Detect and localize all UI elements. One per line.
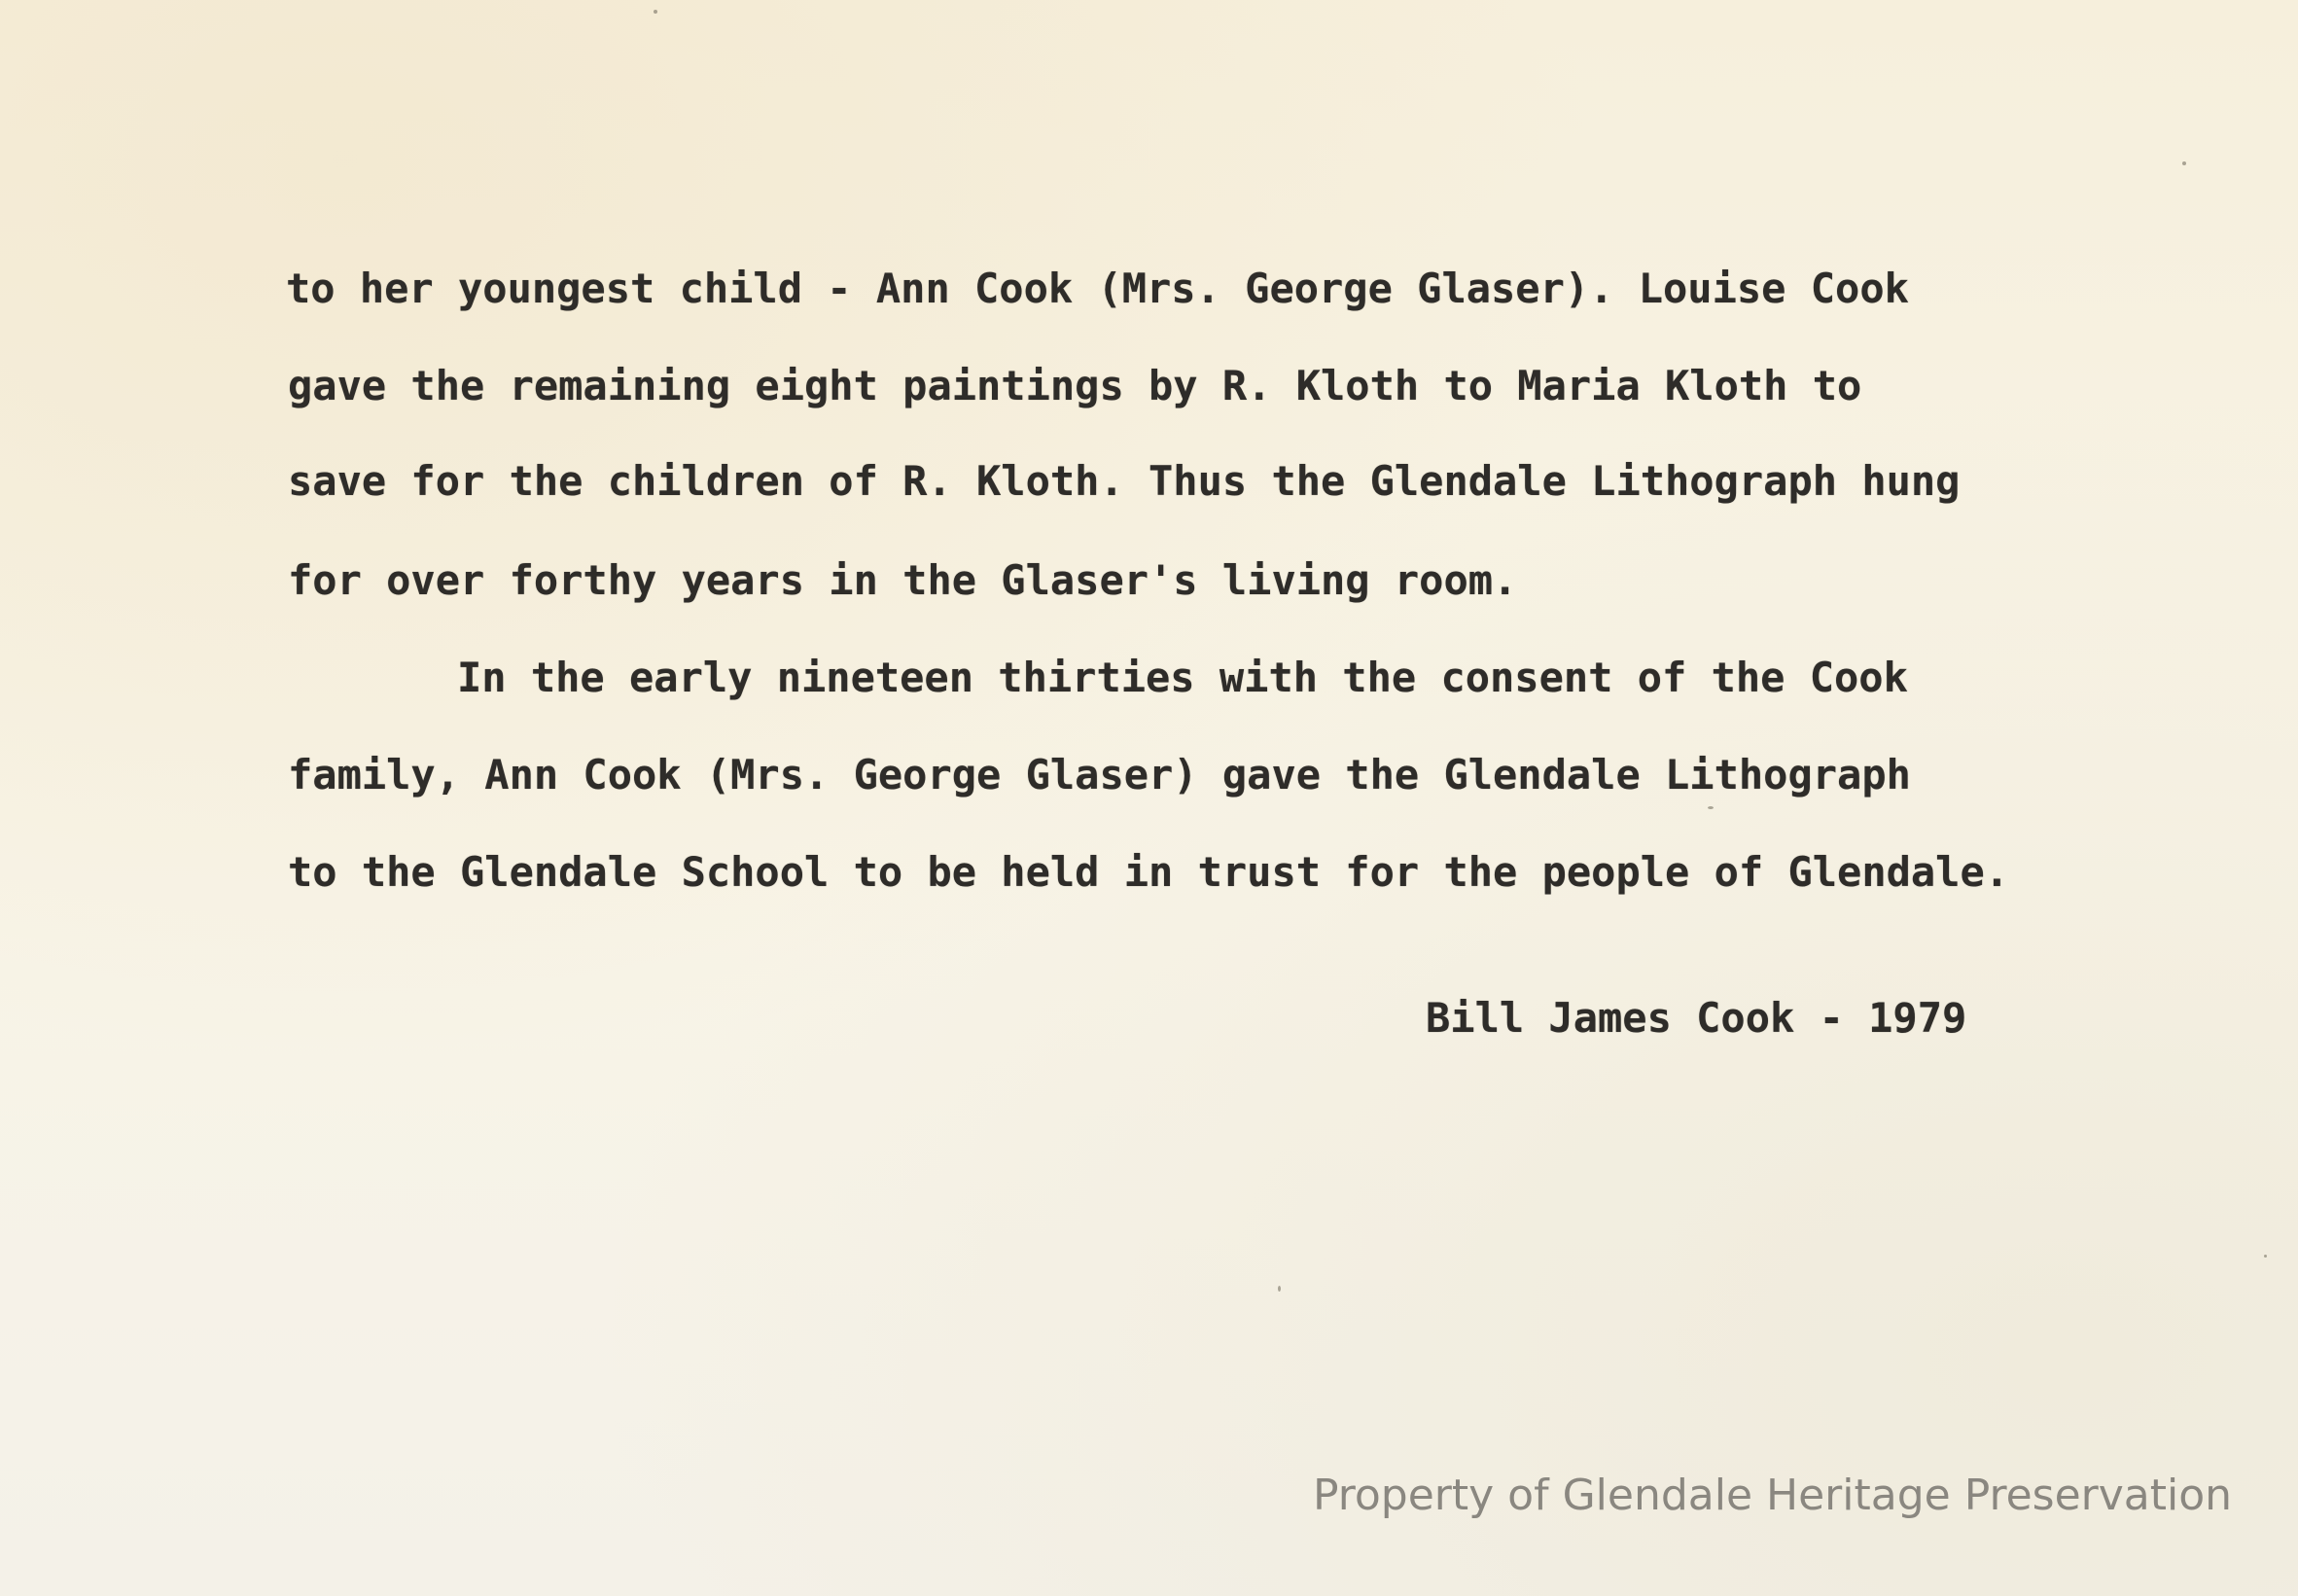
paragraph-2-line-3: to the Glendale School to be held in trust for the people of Glendale. — [288, 848, 2010, 896]
paper-speck — [1278, 1286, 1281, 1292]
paragraph-1-line-3: save for the children of R. Kloth. Thus the Glendale Lithograph hung — [288, 457, 1961, 505]
paragraph-2-line-1: In the early nineteen thirties with the consent of the Cook — [457, 654, 1908, 701]
watermark-text: Property of Glendale Heritage Preservation — [1313, 1471, 2233, 1520]
paper-speck — [2264, 1255, 2267, 1258]
paragraph-2-line-2: family, Ann Cook (Mrs. George Glaser) gave the Glendale Lithograph — [288, 751, 1911, 798]
paper-speck — [654, 10, 657, 14]
paper-speck — [1708, 806, 1714, 809]
paragraph-1-line-4: for over forthy years in the Glaser's living room. — [288, 556, 1518, 604]
paper-speck — [2182, 161, 2186, 165]
paragraph-1-line-1: to her youngest child - Ann Cook (Mrs. George Glaser). Louise Cook — [286, 265, 1909, 312]
signature-line: Bill James Cook - 1979 — [1426, 994, 1967, 1042]
paragraph-1-line-2: gave the remaining eight paintings by R. Kloth to Maria Kloth to — [288, 362, 1862, 409]
